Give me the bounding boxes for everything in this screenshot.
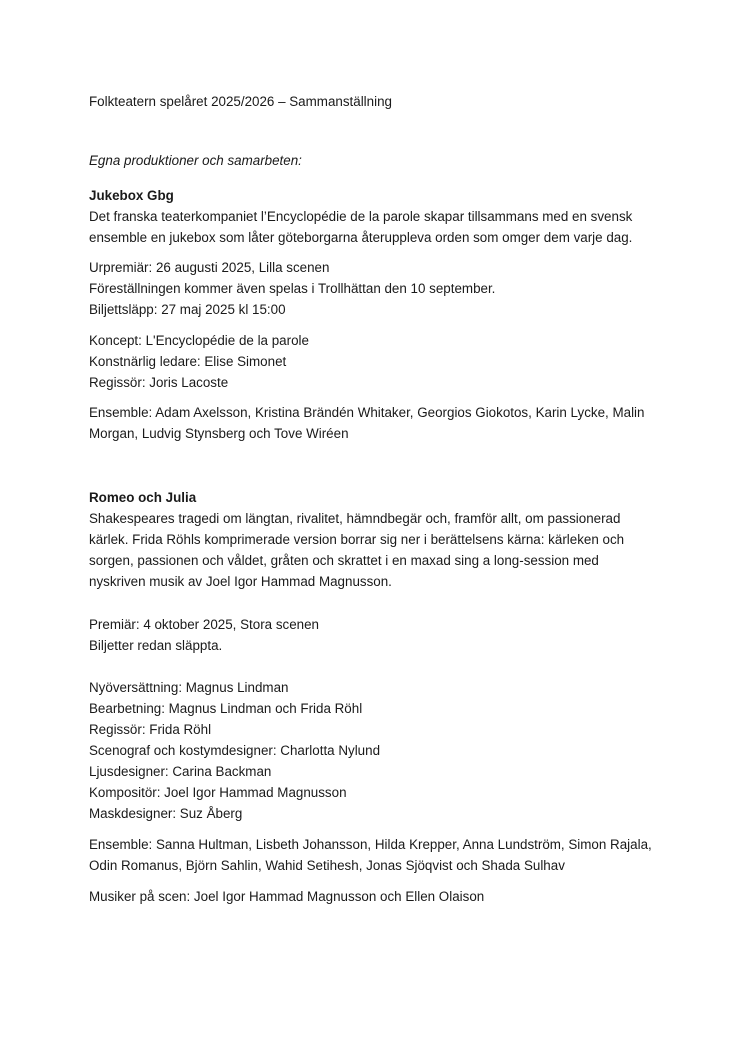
credit-line: Maskdesigner: Suz Åberg (89, 806, 243, 821)
production-credits (89, 677, 380, 824)
description-line: kärlek. Frida Röhls komprimerade version borrar sig ner i berättelsens kärna: kärleken och (89, 532, 625, 547)
description-line: nyskriven musik av Joel Igor Hammad Magnusson. (89, 574, 392, 589)
production-dates (89, 614, 319, 656)
ensemble-line: Ensemble: Sanna Hultman, Lisbeth Johansson, Hilda Krepper, Anna Lundström, Simon Rajala, (89, 837, 652, 852)
credit-line: Koncept: L'Encyclopédie de la parole (89, 333, 309, 348)
production-ensemble (89, 834, 652, 876)
description-line: Det franska teaterkompaniet l’Encyclopédie de la parole skapar tillsammans med en svensk (89, 209, 633, 224)
credit-line: Regissör: Frida Röhl (89, 722, 212, 737)
credit-line: Bearbetning: Magnus Lindman och Frida Röhl (89, 701, 363, 716)
production-title: Jukebox Gbg (89, 188, 174, 203)
ensemble-line: Ensemble: Adam Axelsson, Kristina Brändén Whitaker, Georgios Giokotos, Karin Lycke, Malin (89, 405, 645, 420)
description-line: ensemble en jukebox som låter göteborgarna återuppleva orden som omger dem varje dag. (89, 230, 633, 245)
production-ensemble (89, 402, 644, 444)
production-description (89, 206, 632, 248)
description-line: sorgen, passionen och våldet, gråten och skrattet i en maxad sing a long-session med (89, 553, 599, 568)
section-heading: Egna produktioner och samarbeten: (89, 153, 302, 168)
credit-line: Scenograf och kostymdesigner: Charlotta Nylund (89, 743, 381, 758)
date-line: Premiär: 4 oktober 2025, Stora scenen (89, 617, 320, 632)
date-line: Urpremiär: 26 augusti 2025, Lilla scenen (89, 260, 330, 275)
ensemble-line: Odin Romanus, Björn Sahlin, Wahid Setihesh, Jonas Sjöqvist och Shada Sulhav (89, 858, 565, 873)
production-title: Romeo och Julia (89, 490, 197, 505)
date-line: Föreställningen kommer även spelas i Trollhättan den 10 september. (89, 281, 496, 296)
production-musicians: Musiker på scen: Joel Igor Hammad Magnusson och Ellen Olaison (89, 889, 485, 904)
production-dates (89, 257, 495, 320)
credit-line: Nyöversättning: Magnus Lindman (89, 680, 289, 695)
description-line: Shakespeares tragedi om längtan, rivalitet, hämndbegär och, framför allt, om passionerad (89, 511, 621, 526)
date-line: Biljetter redan släppta. (89, 638, 223, 653)
document-title: Folkteatern spelåret 2025/2026 – Sammanställning (89, 94, 392, 109)
production-credits (89, 330, 309, 393)
date-line: Biljettsläpp: 27 maj 2025 kl 15:00 (89, 302, 286, 317)
credit-line: Ljusdesigner: Carina Backman (89, 764, 272, 779)
ensemble-line: Morgan, Ludvig Stynsberg och Tove Wiréen (89, 426, 349, 441)
production-description (89, 508, 624, 592)
credit-line: Konstnärlig ledare: Elise Simonet (89, 354, 287, 369)
credit-line: Kompositör: Joel Igor Hammad Magnusson (89, 785, 347, 800)
credit-line: Regissör: Joris Lacoste (89, 375, 229, 390)
